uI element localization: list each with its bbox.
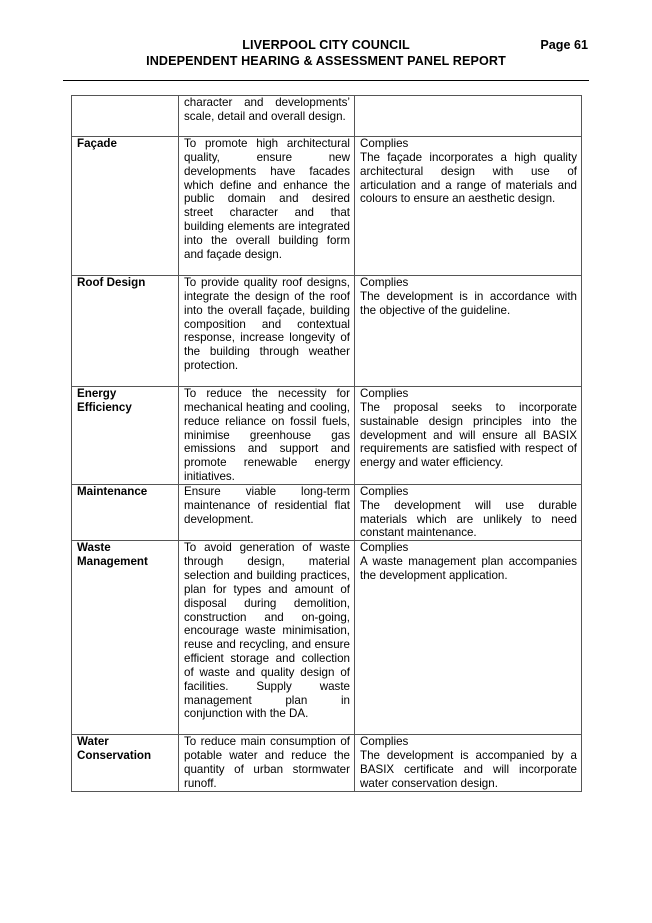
row-objective [179, 276, 355, 387]
table-row [72, 735, 582, 791]
row-objective [179, 137, 355, 276]
row-assessment [355, 387, 582, 485]
report-title: INDEPENDENT HEARING & ASSESSMENT PANEL REPORT [146, 54, 506, 68]
row-assessment [355, 137, 582, 276]
row-name [72, 387, 179, 485]
row-comment: The development will use durable materials which are unlikely to need constant maintenance. [360, 498, 577, 540]
row-name [72, 137, 179, 276]
row-comment: The development is accompanied by a BASIX certificate and will incorporate water conservation design. [360, 749, 577, 790]
row-objective [179, 484, 355, 540]
table-row [72, 96, 582, 137]
row-status: Complies [360, 387, 409, 400]
row-status: Complies [360, 541, 409, 555]
row-comment: The proposal seeks to incorporate sustainable design principles into the development and will ensure all BASIX requirements are satisfied with respect of energy and water efficiency. [360, 400, 577, 470]
row-name-text: Waste Management [77, 541, 148, 569]
table-row [72, 387, 582, 485]
row-status: Complies [360, 735, 409, 749]
row-status: Complies [360, 484, 409, 498]
assessment-table [71, 95, 582, 792]
table-row [72, 276, 582, 387]
row-comment: The façade incorporates a high quality architectural design with use of articulation and a range of materials and colours to ensure an aesthetic design. [360, 150, 577, 206]
row-objective [179, 387, 355, 485]
row-objective-text: Ensure viable long-term maintenance of residential flat development. [184, 484, 350, 526]
table-row [72, 137, 582, 276]
row-objective [179, 541, 355, 735]
row-assessment [355, 735, 582, 791]
row-assessment [355, 276, 582, 387]
row-name [72, 96, 179, 137]
row-assessment [355, 96, 582, 137]
row-name-text: Water Conservation [77, 735, 152, 763]
row-name [72, 484, 179, 540]
row-name [72, 276, 179, 387]
row-comment: The development is in accordance with the objective of the guideline. [360, 289, 577, 317]
table-row [72, 484, 582, 540]
row-objective-text: To avoid generation of waste through design, material selection and building practices, plan for types and amount of disposal during demolition, construction and on-going, encourage waste minimisation, reuse and recycling, and ensure efficient storage and collection of waste and quality design of facilities. Supply waste management plan in conjunction with the DA. [184, 541, 350, 721]
table-row [72, 541, 582, 735]
row-assessment [355, 484, 582, 540]
row-name-text: Façade [77, 137, 117, 150]
row-objective-text: character and developments’ scale, detail and overall design. [184, 96, 350, 123]
council-name: LIVERPOOL CITY COUNCIL [242, 38, 410, 52]
row-objective [179, 735, 355, 791]
row-status: Complies [360, 276, 409, 289]
row-name-text: Maintenance [77, 484, 148, 498]
row-objective-text: To provide quality roof designs, integrate the design of the roof into the overall façade, building composition and contextual response, increase longevity of the building through weather protection. [184, 276, 350, 373]
row-objective [179, 96, 355, 137]
row-objective-text: To reduce main consumption of potable water and reduce the quantity of urban stormwater runoff. [184, 735, 350, 790]
page-number: Page 61 [540, 38, 588, 52]
row-assessment [355, 541, 582, 735]
row-objective-text: To reduce the necessity for mechanical heating and cooling, reduce reliance on fossil fuels, minimise greenhouse gas emissions and support and promote renewable energy initiatives. [184, 387, 350, 484]
row-comment: A waste management plan accompanies the development application. [360, 555, 577, 582]
row-objective-text: To promote high architectural quality, ensure new developments have facades which define and enhance the public domain and desired street character and that building elements are integrated into the overall building form and façade design. [184, 137, 350, 261]
row-status: Complies [360, 137, 409, 150]
row-name-text: Roof Design [77, 276, 146, 289]
header-rule [63, 80, 589, 81]
row-name [72, 541, 179, 735]
row-name-text: Energy Efficiency [77, 387, 132, 414]
row-name [72, 735, 179, 791]
